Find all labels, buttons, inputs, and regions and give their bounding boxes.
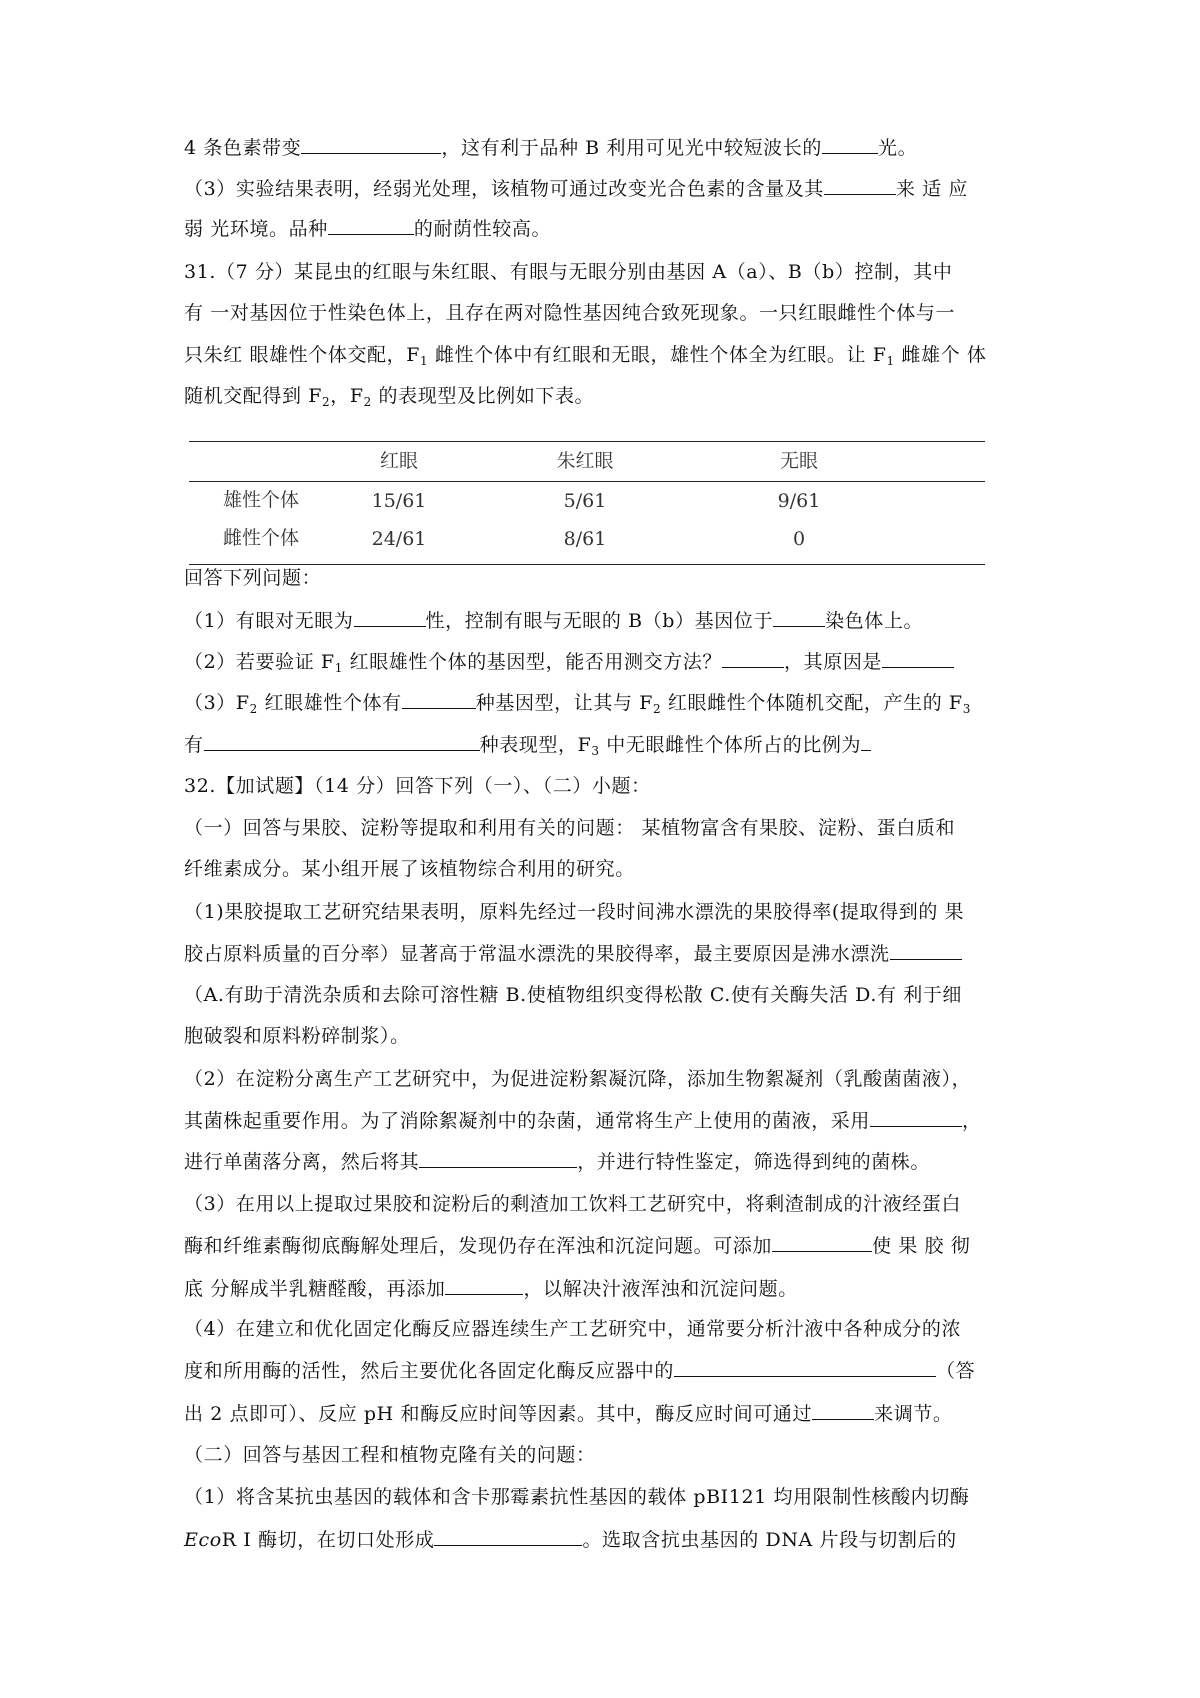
table-header-vermilion-eye: 朱红眼: [556, 450, 614, 472]
table-top-rule: [189, 441, 985, 442]
text-run: 4 条色素带变: [184, 137, 302, 159]
text-run: ，F: [330, 385, 364, 407]
text-line: [184, 1357, 1044, 1384]
answer-blank: [890, 940, 962, 960]
text-line: [184, 134, 1044, 161]
text-run: 纤维素成分。某小组开展了该植物综合利用的研究。: [184, 858, 635, 880]
text-line: [184, 1526, 1044, 1553]
answer-blank: [434, 1526, 582, 1546]
text-run: 度和所用酶的活性，然后主要优化各固定化酶反应器中的: [184, 1360, 675, 1382]
text-line: [184, 1066, 1044, 1092]
text-line: [184, 982, 1044, 1008]
text-line: [184, 731, 1044, 758]
text-line: [184, 689, 1044, 716]
text-run: 弱 光环境。品种: [184, 218, 328, 240]
answer-blank: [204, 731, 480, 751]
text-line: [184, 175, 1044, 202]
text-line: [184, 1023, 1044, 1049]
text-line: [184, 940, 1044, 967]
italic-text: Eco: [184, 1529, 222, 1551]
text-line: [184, 259, 1044, 285]
table-bottom-rule: [189, 564, 985, 565]
text-run: 红眼雄性个体有: [257, 692, 402, 714]
text-line: [184, 648, 1044, 675]
subscript: 2: [322, 395, 331, 409]
table-cell: 24/61: [371, 528, 427, 550]
table-cell: 0: [792, 528, 806, 550]
text-line: [184, 1191, 1044, 1217]
subscript: 3: [591, 744, 600, 758]
text-run: 酶和纤维素酶彻底酶解处理后，发现仍存在浑浊和沉淀问题。可添加: [184, 1235, 773, 1257]
text-run: 胶占原料质量的百分率）显著高于常温水漂洗的果胶得率，最主要原因是沸水漂洗: [184, 943, 890, 965]
subscript: 3: [962, 702, 971, 716]
text-run: 雌性个体中有红眼和无眼，雄性个体全为红眼。让 F: [428, 344, 887, 366]
subscript: 1: [420, 354, 429, 368]
table-row-label-female: 雌性个体: [223, 527, 300, 549]
text-run: 有 一对基因位于性染色体上，且存在两对隐性基因纯合致死现象。一只红眼雌性个体与一: [184, 302, 956, 324]
text-line: [184, 1148, 1044, 1175]
text-run: 胞破裂和原料粉碎制浆）。: [184, 1025, 410, 1047]
text-line: [184, 1275, 1044, 1302]
subscript: 1: [334, 661, 343, 675]
subscript: 2: [363, 395, 372, 409]
text-run: （2）若要验证 F: [184, 651, 335, 673]
text-line: [184, 1107, 1044, 1134]
text-line: [184, 815, 1044, 841]
text-run: 随机交配得到 F: [184, 385, 323, 407]
text-line: [184, 1400, 1044, 1427]
text-run: （1）有眼对无眼为: [184, 610, 354, 632]
text-line: [184, 607, 1044, 634]
subscript: 2: [249, 702, 258, 716]
text-run: 红眼雌性个体随机交配，产生的 F: [661, 692, 963, 714]
text-run: ，这有利于品种 B 利用可见光中较短波长的: [441, 137, 822, 159]
answer-blank: [445, 1275, 523, 1295]
text-run: （二）回答与基因工程和植物克隆有关的问题：: [184, 1444, 596, 1466]
answer-blank: [354, 607, 426, 627]
text-run: 红眼雄性个体的基因型，能否用测交方法？: [342, 651, 723, 673]
subscript: 2: [653, 702, 662, 716]
text-run: 的耐荫性较高。: [413, 218, 552, 240]
text-run: （2）在淀粉分离生产工艺研究中，为促进淀粉絮凝沉降，添加生物絮凝剂（乳酸菌菌液），: [184, 1068, 972, 1090]
text-run: 种表现型，F: [479, 734, 592, 756]
text-run: 的表现型及比例如下表。: [371, 385, 595, 407]
text-run: （3）F: [184, 692, 250, 714]
text-run: 32.【加试题】（14 分）回答下列（一）、（二）小题：: [184, 775, 651, 797]
text-run: （A.有助于清洗杂质和去除可溶性糖 B.使植物组织变得松散 C.使有关酶失活 D.有 利于细: [184, 984, 963, 1006]
text-run: 底 分解成半乳糖醛酸，再添加: [184, 1278, 446, 1300]
text-line: [184, 565, 1044, 591]
text-run: 性，控制有眼与无眼的 B（b）基因位于: [425, 610, 774, 632]
text-run: R I 酶切，在切口处形成: [221, 1529, 435, 1551]
text-line: [184, 342, 1044, 368]
text-line: [184, 1484, 1044, 1510]
text-run: （3）在用以上提取过果胶和淀粉后的剩渣加工饮料工艺研究中，将剩渣制成的汁液经蛋白: [184, 1193, 962, 1215]
table-cell: 5/61: [563, 490, 607, 512]
text-run: 种基因型，让其与 F: [475, 692, 653, 714]
answer-blank: [773, 607, 825, 627]
answer-blank: [328, 215, 414, 235]
text-run: （1）将含某抗虫基因的载体和含卡那霉素抗性基因的载体 pBI121 均用限制性核酸内切酶: [184, 1486, 970, 1508]
phenotype-table: [189, 441, 985, 567]
text-run: （1)果胶提取工艺研究结果表明，原料先经过一段时间沸水漂洗的果胶得率(提取得到的 果: [184, 901, 965, 923]
text-run: 回答下列问题：: [184, 567, 322, 589]
text-line: [184, 1442, 1044, 1468]
table-cell: 9/61: [777, 490, 821, 512]
answer-blank: [301, 134, 441, 154]
text-run: 。选取含抗虫基因的 DNA 片段与切割后的: [582, 1529, 957, 1551]
table-header-rule: [189, 481, 985, 482]
text-line: [184, 383, 1044, 409]
table-header-no-eye: 无眼: [779, 450, 818, 472]
text-line: [184, 899, 1044, 925]
text-run: ，并进行特性鉴定，筛选得到纯的菌株。: [577, 1151, 931, 1173]
text-run: ，: [962, 1110, 982, 1132]
text-run: 中无眼雌性个体所占的比例为: [599, 734, 862, 756]
answer-blank: [674, 1357, 936, 1377]
text-line: [184, 300, 1044, 326]
text-run: （3）实验结果表明，经弱光处理，该植物可通过改变光合色素的含量及其: [184, 178, 824, 200]
answer-blank: [822, 134, 878, 154]
text-run: 只朱红 眼雄性个体交配，F: [184, 344, 421, 366]
answer-blank: [419, 1148, 577, 1168]
text-run: （一）回答与果胶、淀粉等提取和利用有关的问题： 某植物富含有果胶、淀粉、蛋白质和: [184, 817, 956, 839]
table-cell: 8/61: [563, 528, 607, 550]
answer-blank: [772, 1232, 872, 1252]
answer-blank: [882, 648, 954, 668]
text-run: ，其原因是: [784, 651, 883, 673]
text-line: [184, 1316, 1044, 1342]
text-run: 来 适 应: [895, 178, 968, 200]
text-run: 31.（7 分）某昆虫的红眼与朱红眼、有眼与无眼分别由基因 A（a）、B（b）控制，其中: [184, 261, 953, 283]
text-line: [184, 856, 1044, 882]
text-run: 使 果 胶 彻: [872, 1235, 971, 1257]
table-row-label-male: 雄性个体: [223, 489, 300, 511]
subscript: 1: [886, 354, 895, 368]
text-run: ，以解决汁液浑浊和沉淀问题。: [523, 1278, 798, 1300]
answer-blank: [812, 1400, 874, 1420]
text-run: （答: [936, 1360, 976, 1382]
table-header-red-eye: 红眼: [379, 450, 418, 472]
answer-blank: [824, 175, 896, 195]
answer-blank: [402, 689, 476, 709]
text-line: [184, 773, 1044, 799]
answer-blank: [722, 648, 784, 668]
text-line: [184, 215, 1044, 242]
text-run: 其菌株起重要作用。为了消除絮凝剂中的杂菌，通常将生产上使用的菌液，采用: [184, 1110, 871, 1132]
text-line: [184, 1232, 1044, 1259]
table-cell: 15/61: [371, 490, 427, 512]
text-run: 出 2 点即可）、反应 pH 和酶反应时间等因素。其中，酶反应时间可通过: [184, 1403, 813, 1425]
text-run: 来调节。: [874, 1403, 953, 1425]
text-run: 有: [184, 734, 204, 756]
text-run: 进行单菌落分离，然后将其: [184, 1151, 420, 1173]
text-run: 光。: [878, 137, 918, 159]
text-run: （4）在建立和优化固定化酶反应器连续生产工艺研究中，通常要分析汁液中各种成分的浓: [184, 1318, 962, 1340]
answer-blank: [861, 731, 871, 751]
text-run: 雌雄个 体: [894, 344, 987, 366]
text-run: 染色体上。: [825, 610, 924, 632]
answer-blank: [870, 1107, 962, 1127]
